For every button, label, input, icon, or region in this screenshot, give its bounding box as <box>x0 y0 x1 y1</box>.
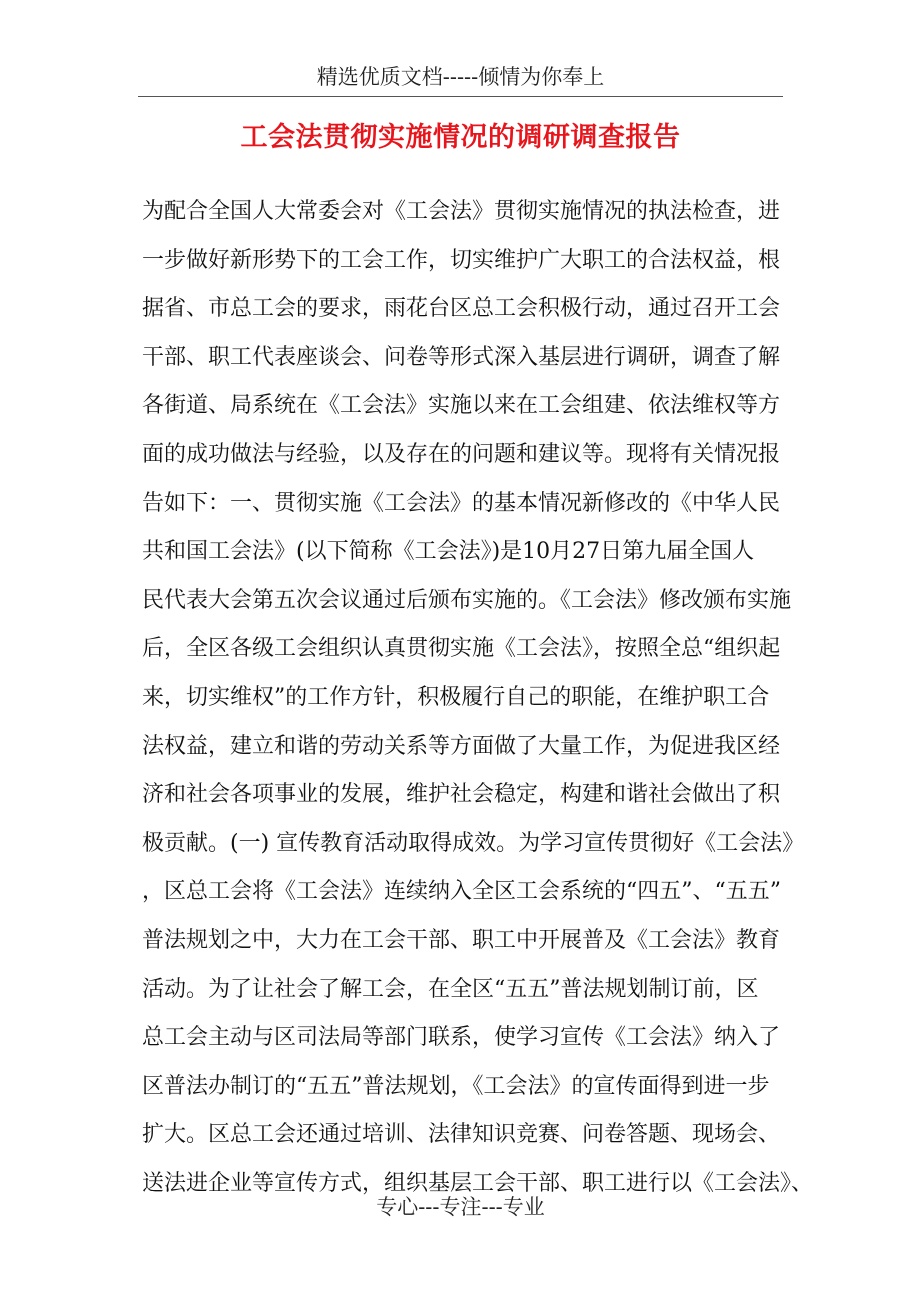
body-line: 据省、市总工会的要求，雨花台区总工会积极行动，通过召开工会 <box>142 296 781 322</box>
body-line: 来，切实维权”的工作方针，积极履行自己的职能，在维护职工合 <box>142 684 770 710</box>
body-line: 活动。为了让社会了解工会，在全区“五五”普法规划制订前，区 <box>142 976 759 1002</box>
body-line: 面的成功做法与经验，以及存在的问题和建议等。现将有关情况报 <box>142 441 781 467</box>
body-line: ，区总工会将《工会法》连续纳入全区工会系统的“四五”、“五五” <box>142 879 781 905</box>
body-line: 为配合全国人大常委会对《工会法》贯彻实施情况的执法检查，进 <box>142 199 781 224</box>
document-body <box>142 188 814 1208</box>
body-line: 扩大。区总工会还通过培训、法律知识竞赛、问卷答题、现场会、 <box>142 1122 781 1148</box>
body-line: 济和社会各项事业的发展，维护社会稳定，构建和谐社会做出了积 <box>142 782 781 808</box>
body-line: 极贡献。(一) 宣传教育活动取得成效。为学习宣传贯彻好《工会法》 <box>142 830 805 856</box>
page-footer <box>138 1192 783 1222</box>
body-line: 法权益，建立和谐的劳动关系等方面做了大量工作，为促进我区经 <box>142 733 781 759</box>
body-line: 后，全区各级工会组织认真贯彻实施《工会法》，按照全总“组织起 <box>142 636 781 662</box>
body-line: 普法规划之中，大力在工会干部、职工中开展普及《工会法》教育 <box>142 927 781 953</box>
footer-text: 专心---专注---专业 <box>376 1195 545 1219</box>
body-line: 共和国工会法》(以下简称《工会法》)是10月27日第九届全国人 <box>142 539 755 565</box>
body-line: 各街道、局系统在《工会法》实施以来在工会组建、依法维权等方 <box>142 393 781 419</box>
page-header <box>138 62 783 97</box>
document-title: 工会法贯彻实施情况的调研调查报告 <box>240 122 681 153</box>
body-line: 区普法办制订的“五五”普法规划，《工会法》的宣传面得到进一步 <box>142 1073 770 1099</box>
body-line: 送法进企业等宣传方式，组织基层工会干部、职工进行以《工会法》、 <box>142 1170 814 1196</box>
header-text: 精选优质文档-----倾情为你奉上 <box>316 65 605 89</box>
body-line: 告如下：一、贯彻实施《工会法》的基本情况新修改的《中华人民 <box>142 490 781 516</box>
body-line: 总工会主动与区司法局等部门联系，使学习宣传《工会法》纳入了 <box>142 1025 781 1051</box>
body-line: 民代表大会第五次会议通过后颁布实施的。《工会法》修改颁布实施 <box>142 587 792 613</box>
body-line: 干部、职工代表座谈会、问卷等形式深入基层进行调研，调查了解 <box>142 344 781 370</box>
body-line: 一步做好新形势下的工会工作，切实维护广大职工的合法权益，根 <box>142 247 781 273</box>
